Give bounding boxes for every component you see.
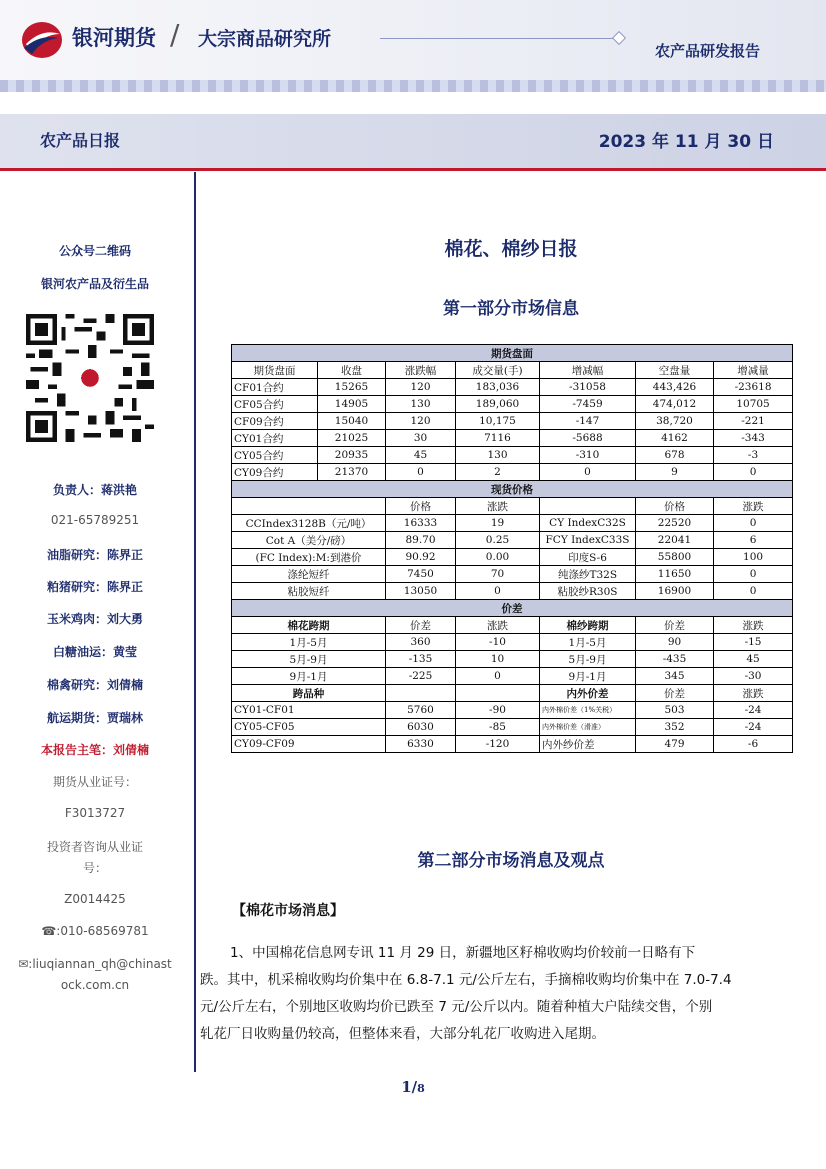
- table-cell: CY01-CF01: [232, 702, 386, 719]
- part2-title: 第二部分市场消息及观点: [417, 851, 605, 871]
- table-cell: 0: [540, 464, 636, 481]
- table-cell: 89.70: [386, 532, 456, 549]
- table-cell: 4162: [636, 430, 714, 447]
- table-cell: 678: [636, 447, 714, 464]
- table-cell: 价差: [636, 685, 714, 702]
- table-cell: CF01合约: [232, 379, 318, 396]
- table-cell: 352: [636, 719, 714, 736]
- table-cell: 360: [386, 634, 456, 651]
- table-cell: 涨跌: [456, 498, 540, 515]
- table-cell: 价差: [636, 617, 714, 634]
- table-cell: CF05合约: [232, 396, 318, 413]
- paragraph-line: 1、中国棉花信息网专讯 11 月 29 日，新疆地区籽棉收购均价较前一日略有下: [230, 945, 696, 961]
- table-cell: -3: [714, 447, 793, 464]
- table-cell: 189,060: [456, 396, 540, 413]
- table-cell: 30: [386, 430, 456, 447]
- table-cell: [232, 498, 386, 515]
- sidebar-line: F3013727: [64, 806, 126, 820]
- table-cell: [456, 685, 540, 702]
- table-cell: 90.92: [386, 549, 456, 566]
- table-cell: -343: [714, 430, 793, 447]
- table-row: [232, 736, 793, 753]
- table-cell: -221: [714, 413, 793, 430]
- table-cell: 涨跌: [456, 617, 540, 634]
- table-cell: (FC Index):M:到港价: [232, 549, 386, 566]
- table-cell: 5760: [386, 702, 456, 719]
- table-cell: -135: [386, 651, 456, 668]
- table-row: [232, 583, 793, 600]
- table-cell: 16900: [636, 583, 714, 600]
- table-cell: 9月-1月: [232, 668, 386, 685]
- table-cell: 棉纱跨期: [540, 617, 636, 634]
- table-row: [232, 532, 793, 549]
- table-cell: 6030: [386, 719, 456, 736]
- brand-name: 银河期货: [72, 26, 156, 50]
- table-cell: -6: [714, 736, 793, 753]
- table-cell: 55800: [636, 549, 714, 566]
- table-cell: 19: [456, 515, 540, 532]
- sidebar-line: 玉米鸡肉：刘大勇: [46, 612, 143, 626]
- table-cell: -15: [714, 634, 793, 651]
- table-cell: 21370: [318, 464, 386, 481]
- header-gap: [0, 92, 826, 114]
- table-cell: 涤纶短纤: [232, 566, 386, 583]
- table-row: [232, 685, 793, 702]
- table-cell: 45: [386, 447, 456, 464]
- table-cell: CF09合约: [232, 413, 318, 430]
- table-row: [232, 413, 793, 430]
- table-cell: -90: [456, 702, 540, 719]
- table-cell: CY09合约: [232, 464, 318, 481]
- table-cell: 棉花跨期: [232, 617, 386, 634]
- table-cell: [386, 685, 456, 702]
- qr-center-logo-icon: [81, 369, 99, 387]
- table-cell: -435: [636, 651, 714, 668]
- table-cell: -10: [456, 634, 540, 651]
- table-row: [232, 719, 793, 736]
- part1-title: 第一部分市场信息: [443, 299, 579, 319]
- table-row: [232, 396, 793, 413]
- table-cell: 38,720: [636, 413, 714, 430]
- table-cell: 0: [456, 668, 540, 685]
- table-cell: 70: [456, 566, 540, 583]
- table-cell: 9: [636, 464, 714, 481]
- table-cell: CY05-CF05: [232, 719, 386, 736]
- table-cell: 增减幅: [540, 362, 636, 379]
- table-cell: CCIndex3128B（元/吨）: [232, 515, 386, 532]
- market-table: [231, 344, 793, 753]
- header-red-rule: [0, 168, 826, 171]
- table-section-title: 期货盘面: [232, 345, 793, 362]
- table-cell: -147: [540, 413, 636, 430]
- sidebar-line: 号：: [82, 861, 107, 875]
- report-title: 棉花、棉纱日报: [444, 238, 578, 260]
- table-cell: 0: [386, 464, 456, 481]
- table-row: [232, 702, 793, 719]
- header-stripe: [0, 80, 826, 92]
- table-cell: 6330: [386, 736, 456, 753]
- sidebar-line: 投资者咨询从业证: [46, 840, 143, 854]
- table-cell: 2: [456, 464, 540, 481]
- table-cell: Cot A（美分/磅）: [232, 532, 386, 549]
- sidebar-line: 棉禽研究：刘倩楠: [46, 678, 143, 692]
- table-row: [232, 447, 793, 464]
- table-cell: 5月-9月: [232, 651, 386, 668]
- table-cell: 1月-5月: [232, 634, 386, 651]
- table-cell: -24: [714, 702, 793, 719]
- table-cell: 345: [636, 668, 714, 685]
- table-cell: CY09-CF09: [232, 736, 386, 753]
- table-cell: [540, 498, 636, 515]
- sidebar-line: ock.com.cn: [60, 978, 130, 992]
- table-cell: 粘胶纱R30S: [540, 583, 636, 600]
- table-row: [232, 362, 793, 379]
- table-row: [232, 617, 793, 634]
- table-cell: -225: [386, 668, 456, 685]
- table-cell: -85: [456, 719, 540, 736]
- table-section-title: 现货价格: [232, 481, 793, 498]
- table-cell: 120: [386, 413, 456, 430]
- sidebar-line: 航运期货：贾瑞林: [46, 711, 143, 725]
- table-cell: 11650: [636, 566, 714, 583]
- table-cell: 纯涤纱T32S: [540, 566, 636, 583]
- table-cell: 130: [456, 447, 540, 464]
- table-cell: -31058: [540, 379, 636, 396]
- table-cell: 5月-9月: [540, 651, 636, 668]
- qr-subtitle: 银河农产品及衍生品: [40, 277, 149, 291]
- table-row: [232, 566, 793, 583]
- table-row: [232, 651, 793, 668]
- table-cell: 22520: [636, 515, 714, 532]
- header-decoration-line: [380, 38, 620, 39]
- table-cell: 183,036: [456, 379, 540, 396]
- table-row: [232, 379, 793, 396]
- table-cell: 0: [456, 583, 540, 600]
- table-cell: 22041: [636, 532, 714, 549]
- news-heading: 【棉花市场消息】: [232, 903, 344, 919]
- sidebar-line: Z0014425: [64, 892, 126, 906]
- table-cell: 15265: [318, 379, 386, 396]
- table-cell: 印度S-6: [540, 549, 636, 566]
- qr-title: 公众号二维码: [58, 244, 131, 258]
- table-cell: 0: [714, 515, 793, 532]
- table-cell: 期货盘面: [232, 362, 318, 379]
- table-cell: -7459: [540, 396, 636, 413]
- table-cell: CY IndexC32S: [540, 515, 636, 532]
- table-cell: 涨跌: [714, 685, 793, 702]
- table-cell: 0.00: [456, 549, 540, 566]
- table-cell: 10: [456, 651, 540, 668]
- table-cell: 90: [636, 634, 714, 651]
- table-cell: 474,012: [636, 396, 714, 413]
- table-cell: -24: [714, 719, 793, 736]
- table-cell: 100: [714, 549, 793, 566]
- table-cell: 10,175: [456, 413, 540, 430]
- table-cell: 503: [636, 702, 714, 719]
- table-row: [232, 430, 793, 447]
- table-row: [232, 464, 793, 481]
- sidebar-line: 油脂研究：陈界正: [46, 548, 143, 562]
- table-cell: 涨跌幅: [386, 362, 456, 379]
- sidebar-line: ✉:liuqiannan_qh@chinast: [18, 957, 172, 971]
- table-cell: 479: [636, 736, 714, 753]
- table-cell: 15040: [318, 413, 386, 430]
- table-cell: 价格: [636, 498, 714, 515]
- table-cell: 7450: [386, 566, 456, 583]
- table-cell: 9月-1月: [540, 668, 636, 685]
- page-indicator: [0, 1078, 826, 1096]
- table-cell: 跨品种: [232, 685, 386, 702]
- table-section-title: 价差: [232, 600, 793, 617]
- qr-code-icon: [26, 313, 154, 443]
- table-cell: 0.25: [456, 532, 540, 549]
- table-cell: 10705: [714, 396, 793, 413]
- table-cell: CY05合约: [232, 447, 318, 464]
- table-cell: 内外纱价差: [540, 736, 636, 753]
- yinhe-logo-icon: [20, 20, 64, 60]
- paragraph-line: 元/公斤左右，个别地区收购均价已跌至 7 元/公斤以内。随着种植大户陆续交售，个别: [200, 999, 713, 1015]
- table-cell: 成交量(手): [456, 362, 540, 379]
- table-cell: 粘胶短纤: [232, 583, 386, 600]
- table-row: [232, 498, 793, 515]
- table-cell: -5688: [540, 430, 636, 447]
- table-cell: 涨跌: [714, 617, 793, 634]
- paragraph-line: 轧花厂日收购量仍较高，但整体来看，大部分轧花厂收购进入尾期。: [200, 1026, 605, 1042]
- table-cell: 120: [386, 379, 456, 396]
- table-cell: 价格: [386, 498, 456, 515]
- table-row: [232, 634, 793, 651]
- paragraph-line: 跌。其中，机采棉收购均价集中在 6.8-7.1 元/公斤左右，手摘棉收购均价集中在 7.0-7.4: [200, 972, 732, 988]
- table-cell: CY01合约: [232, 430, 318, 447]
- table-cell: 6: [714, 532, 793, 549]
- brand-divider: /: [170, 18, 180, 51]
- page-total: 8: [417, 1082, 425, 1095]
- sidebar-line: ☎:010-68569781: [41, 924, 149, 938]
- report-date: 2023 年 11 月 30 日: [598, 132, 774, 152]
- report-subtitle: 农产品日报: [40, 131, 121, 150]
- table-cell: 7116: [456, 430, 540, 447]
- table-row: [232, 668, 793, 685]
- table-cell: 1月-5月: [540, 634, 636, 651]
- table-cell: 130: [386, 396, 456, 413]
- table-cell: 16333: [386, 515, 456, 532]
- table-cell: 涨跌: [714, 498, 793, 515]
- table-cell: 收盘: [318, 362, 386, 379]
- table-cell: FCY IndexC33S: [540, 532, 636, 549]
- page-number: 1/: [401, 1078, 418, 1096]
- table-row: [232, 549, 793, 566]
- sidebar-line: 021-65789251: [50, 513, 140, 527]
- table-cell: 21025: [318, 430, 386, 447]
- table-cell: 内外棉价差（1%关税）: [540, 702, 636, 719]
- sidebar-line: 白糖油运：黄莹: [52, 645, 137, 659]
- table-cell: 内外价差: [540, 685, 636, 702]
- table-cell: -30: [714, 668, 793, 685]
- table-cell: -23618: [714, 379, 793, 396]
- report-type: 农产品研发报告: [654, 42, 760, 60]
- table-cell: 价差: [386, 617, 456, 634]
- table-cell: 14905: [318, 396, 386, 413]
- table-cell: 空盘量: [636, 362, 714, 379]
- institute-name: 大宗商品研究所: [198, 28, 332, 50]
- table-cell: 20935: [318, 447, 386, 464]
- sidebar-line: 本报告主笔：刘倩楠: [40, 743, 149, 757]
- table-cell: 0: [714, 566, 793, 583]
- table-cell: 13050: [386, 583, 456, 600]
- table-cell: 内外棉价差（滑准）: [540, 719, 636, 736]
- sidebar-line: 粕猪研究：陈界正: [46, 580, 143, 594]
- table-cell: 增减量: [714, 362, 793, 379]
- table-cell: 45: [714, 651, 793, 668]
- table-cell: 0: [714, 583, 793, 600]
- sidebar-line: 负责人：蒋洪艳: [52, 483, 137, 497]
- table-cell: 443,426: [636, 379, 714, 396]
- table-row: [232, 515, 793, 532]
- table-cell: -310: [540, 447, 636, 464]
- table-cell: 0: [714, 464, 793, 481]
- table-cell: -120: [456, 736, 540, 753]
- sidebar-line: 期货从业证号：: [52, 775, 137, 789]
